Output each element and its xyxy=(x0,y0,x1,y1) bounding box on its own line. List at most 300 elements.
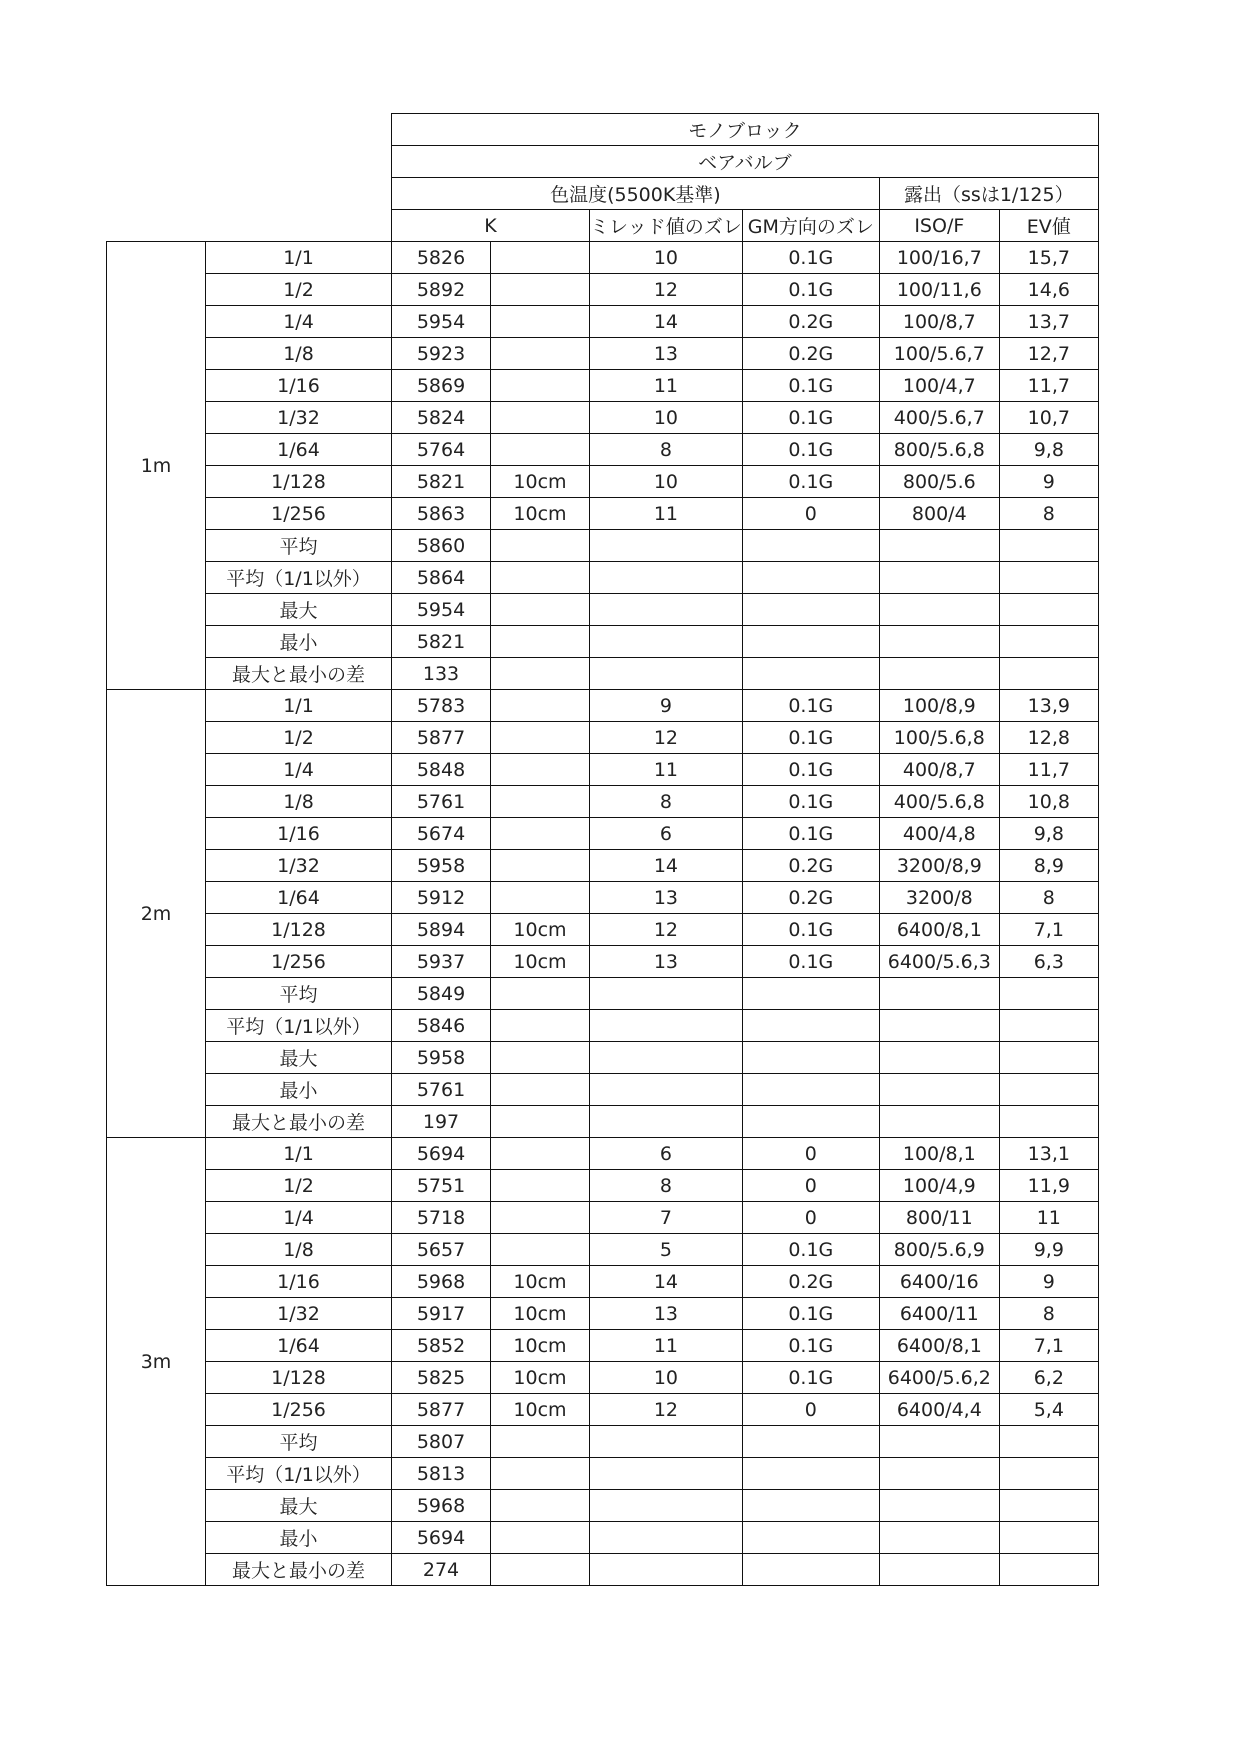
table-subtitle: ベアバルブ xyxy=(392,146,1099,178)
mired-value: 6 xyxy=(590,818,743,850)
k-value: 5764 xyxy=(392,434,491,466)
distance-note xyxy=(491,370,590,402)
iso-f-value: 100/11,6 xyxy=(879,274,999,306)
ev-value: 9,8 xyxy=(999,434,1098,466)
mired-value xyxy=(590,626,743,658)
ev-value: 13,7 xyxy=(999,306,1098,338)
table-row xyxy=(107,626,1099,658)
distance-note xyxy=(491,1106,590,1138)
color-temp-group-header: 色温度(5500K基準) xyxy=(392,178,880,210)
mired-value: 11 xyxy=(590,754,743,786)
distance-note xyxy=(491,274,590,306)
mired-value xyxy=(590,1522,743,1554)
k-value: 5869 xyxy=(392,370,491,402)
table-row xyxy=(107,1490,1099,1522)
iso-f-value: 100/4,7 xyxy=(879,370,999,402)
ev-value: 9,8 xyxy=(999,818,1098,850)
iso-f-value: 100/8,9 xyxy=(879,690,999,722)
distance-group-label: 3m xyxy=(107,1138,206,1586)
row-label: 最大 xyxy=(206,1490,392,1522)
mired-value: 10 xyxy=(590,402,743,434)
ev-value: 8 xyxy=(999,882,1098,914)
row-label: 1/128 xyxy=(206,466,392,498)
iso-f-value xyxy=(879,1458,999,1490)
table-title: モノブロック xyxy=(392,114,1099,146)
row-label: 最大 xyxy=(206,594,392,626)
ev-value xyxy=(999,1490,1098,1522)
table-row xyxy=(107,882,1099,914)
ev-value xyxy=(999,1010,1098,1042)
gm-value: 0.1G xyxy=(742,1298,879,1330)
ev-value: 8,9 xyxy=(999,850,1098,882)
gm-value xyxy=(742,978,879,1010)
ev-value: 6,3 xyxy=(999,946,1098,978)
k-value: 5912 xyxy=(392,882,491,914)
mired-value xyxy=(590,1074,743,1106)
k-value: 5751 xyxy=(392,1170,491,1202)
iso-f-value: 800/5.6,9 xyxy=(879,1234,999,1266)
gm-value xyxy=(742,626,879,658)
measurement-table xyxy=(106,113,1099,1586)
distance-note: 10cm xyxy=(491,1266,590,1298)
distance-note xyxy=(491,786,590,818)
ev-value: 7,1 xyxy=(999,1330,1098,1362)
distance-note xyxy=(491,1010,590,1042)
distance-note xyxy=(491,1138,590,1170)
mired-value xyxy=(590,530,743,562)
k-value: 274 xyxy=(392,1554,491,1586)
table-row xyxy=(107,850,1099,882)
mired-value: 7 xyxy=(590,1202,743,1234)
k-value: 5825 xyxy=(392,1362,491,1394)
k-value: 5937 xyxy=(392,946,491,978)
table-row xyxy=(107,1458,1099,1490)
table-row xyxy=(107,978,1099,1010)
iso-f-value xyxy=(879,1106,999,1138)
row-label: 最大と最小の差 xyxy=(206,658,392,690)
row-label: 平均（1/1以外） xyxy=(206,562,392,594)
iso-f-value: 3200/8,9 xyxy=(879,850,999,882)
gm-value: 0 xyxy=(742,1170,879,1202)
gm-value: 0.1G xyxy=(742,1330,879,1362)
ev-value xyxy=(999,1042,1098,1074)
mired-value: 6 xyxy=(590,1138,743,1170)
gm-value xyxy=(742,562,879,594)
gm-value: 0.1G xyxy=(742,946,879,978)
k-value: 5807 xyxy=(392,1426,491,1458)
mired-value: 13 xyxy=(590,1298,743,1330)
distance-note: 10cm xyxy=(491,498,590,530)
gm-value: 0.1G xyxy=(742,402,879,434)
iso-f-value xyxy=(879,658,999,690)
distance-note xyxy=(491,1074,590,1106)
iso-f-value: 6400/11 xyxy=(879,1298,999,1330)
iso-f-value xyxy=(879,562,999,594)
iso-f-value: 800/4 xyxy=(879,498,999,530)
table-row xyxy=(107,914,1099,946)
ev-value: 9 xyxy=(999,1266,1098,1298)
k-value: 5783 xyxy=(392,690,491,722)
row-label: 1/32 xyxy=(206,850,392,882)
row-label: 平均（1/1以外） xyxy=(206,1458,392,1490)
k-value: 5848 xyxy=(392,754,491,786)
row-label: 1/4 xyxy=(206,1202,392,1234)
k-value: 5761 xyxy=(392,1074,491,1106)
k-value: 5718 xyxy=(392,1202,491,1234)
table-row xyxy=(107,434,1099,466)
k-value: 5954 xyxy=(392,594,491,626)
iso-f-value: 400/4,8 xyxy=(879,818,999,850)
iso-f-value xyxy=(879,594,999,626)
distance-note xyxy=(491,1202,590,1234)
table-row xyxy=(107,402,1099,434)
k-value: 5849 xyxy=(392,978,491,1010)
distance-note xyxy=(491,882,590,914)
ev-value xyxy=(999,1458,1098,1490)
k-value: 5923 xyxy=(392,338,491,370)
mired-value xyxy=(590,1458,743,1490)
gm-value: 0 xyxy=(742,1202,879,1234)
mired-value: 8 xyxy=(590,434,743,466)
iso-f-value: 6400/5.6,3 xyxy=(879,946,999,978)
corner-blank xyxy=(107,178,392,210)
corner-blank xyxy=(107,114,392,146)
col-header-iso: ISO/F xyxy=(879,210,999,242)
ev-value xyxy=(999,978,1098,1010)
table-row xyxy=(107,530,1099,562)
distance-note xyxy=(491,562,590,594)
distance-group-label: 1m xyxy=(107,242,206,690)
table-row xyxy=(107,1202,1099,1234)
k-value: 5894 xyxy=(392,914,491,946)
iso-f-value: 400/5.6,7 xyxy=(879,402,999,434)
mired-value: 14 xyxy=(590,306,743,338)
distance-note xyxy=(491,850,590,882)
iso-f-value xyxy=(879,1074,999,1106)
ev-value xyxy=(999,1106,1098,1138)
k-value: 5657 xyxy=(392,1234,491,1266)
row-label: 平均（1/1以外） xyxy=(206,1010,392,1042)
gm-value xyxy=(742,1010,879,1042)
gm-value: 0 xyxy=(742,1394,879,1426)
distance-note xyxy=(491,818,590,850)
mired-value: 8 xyxy=(590,1170,743,1202)
distance-note xyxy=(491,338,590,370)
mired-value: 10 xyxy=(590,1362,743,1394)
table-row xyxy=(107,754,1099,786)
mired-value: 11 xyxy=(590,1330,743,1362)
gm-value: 0.1G xyxy=(742,786,879,818)
mired-value: 12 xyxy=(590,914,743,946)
row-label: 1/4 xyxy=(206,306,392,338)
table-row xyxy=(107,466,1099,498)
mired-value: 11 xyxy=(590,498,743,530)
row-label: 平均 xyxy=(206,1426,392,1458)
iso-f-value xyxy=(879,626,999,658)
row-label: 1/2 xyxy=(206,274,392,306)
ev-value: 7,1 xyxy=(999,914,1098,946)
distance-note xyxy=(491,1426,590,1458)
ev-value: 10,7 xyxy=(999,402,1098,434)
iso-f-value: 100/8,7 xyxy=(879,306,999,338)
row-label: 最大と最小の差 xyxy=(206,1106,392,1138)
k-value: 5694 xyxy=(392,1522,491,1554)
mired-value: 5 xyxy=(590,1234,743,1266)
table-row xyxy=(107,1426,1099,1458)
corner-blank xyxy=(107,146,392,178)
table-row xyxy=(107,658,1099,690)
k-value: 5860 xyxy=(392,530,491,562)
table-row xyxy=(107,1554,1099,1586)
distance-note xyxy=(491,1458,590,1490)
iso-f-value: 6400/8,1 xyxy=(879,1330,999,1362)
ev-value: 11,9 xyxy=(999,1170,1098,1202)
mired-value xyxy=(590,1554,743,1586)
distance-note xyxy=(491,1554,590,1586)
mired-value: 12 xyxy=(590,1394,743,1426)
ev-value: 6,2 xyxy=(999,1362,1098,1394)
distance-note xyxy=(491,626,590,658)
k-value: 5892 xyxy=(392,274,491,306)
table-row xyxy=(107,1394,1099,1426)
distance-note: 10cm xyxy=(491,1330,590,1362)
gm-value: 0.1G xyxy=(742,722,879,754)
gm-value: 0.1G xyxy=(742,1362,879,1394)
row-label: 最小 xyxy=(206,1522,392,1554)
distance-note xyxy=(491,1490,590,1522)
iso-f-value: 6400/16 xyxy=(879,1266,999,1298)
row-label: 平均 xyxy=(206,530,392,562)
table-row xyxy=(107,1362,1099,1394)
iso-f-value xyxy=(879,1426,999,1458)
gm-value xyxy=(742,594,879,626)
gm-value: 0.1G xyxy=(742,1234,879,1266)
gm-value xyxy=(742,1106,879,1138)
k-value: 5968 xyxy=(392,1266,491,1298)
table-row xyxy=(107,242,1099,274)
row-label: 1/32 xyxy=(206,1298,392,1330)
mired-value: 11 xyxy=(590,370,743,402)
iso-f-value: 800/5.6 xyxy=(879,466,999,498)
k-value: 5954 xyxy=(392,306,491,338)
table-row xyxy=(107,1330,1099,1362)
header-row-groups xyxy=(107,178,1099,210)
mired-value: 12 xyxy=(590,274,743,306)
mired-value: 13 xyxy=(590,882,743,914)
row-label: 最小 xyxy=(206,1074,392,1106)
distance-note: 10cm xyxy=(491,466,590,498)
distance-note xyxy=(491,1234,590,1266)
mired-value xyxy=(590,594,743,626)
exposure-group-header: 露出（ssは1/125） xyxy=(879,178,1098,210)
gm-value xyxy=(742,1554,879,1586)
distance-note: 10cm xyxy=(491,914,590,946)
mired-value xyxy=(590,562,743,594)
k-value: 5863 xyxy=(392,498,491,530)
mired-value: 13 xyxy=(590,946,743,978)
row-label: 最大と最小の差 xyxy=(206,1554,392,1586)
gm-value: 0.1G xyxy=(742,370,879,402)
k-value: 5864 xyxy=(392,562,491,594)
gm-value xyxy=(742,1042,879,1074)
ev-value xyxy=(999,626,1098,658)
table-row xyxy=(107,1266,1099,1298)
mired-value xyxy=(590,1010,743,1042)
k-value: 5877 xyxy=(392,722,491,754)
mired-value: 14 xyxy=(590,850,743,882)
table-row xyxy=(107,1010,1099,1042)
row-label: 1/64 xyxy=(206,882,392,914)
distance-note xyxy=(491,242,590,274)
table-row xyxy=(107,370,1099,402)
ev-value: 11,7 xyxy=(999,754,1098,786)
ev-value xyxy=(999,658,1098,690)
table-row xyxy=(107,498,1099,530)
gm-value: 0.2G xyxy=(742,882,879,914)
header-row-subtitle xyxy=(107,146,1099,178)
ev-value: 8 xyxy=(999,1298,1098,1330)
gm-value xyxy=(742,1074,879,1106)
gm-value: 0.1G xyxy=(742,690,879,722)
iso-f-value xyxy=(879,1042,999,1074)
gm-value: 0.1G xyxy=(742,466,879,498)
distance-note xyxy=(491,1170,590,1202)
iso-f-value xyxy=(879,1522,999,1554)
table-row xyxy=(107,306,1099,338)
table-row xyxy=(107,1074,1099,1106)
row-label: 1/128 xyxy=(206,1362,392,1394)
table-row xyxy=(107,1106,1099,1138)
k-value: 5877 xyxy=(392,1394,491,1426)
mired-value xyxy=(590,1490,743,1522)
iso-f-value xyxy=(879,978,999,1010)
col-header-k: K xyxy=(392,210,590,242)
k-value: 5821 xyxy=(392,466,491,498)
mired-value xyxy=(590,978,743,1010)
ev-value xyxy=(999,1074,1098,1106)
row-label: 1/32 xyxy=(206,402,392,434)
distance-note xyxy=(491,978,590,1010)
mired-value: 13 xyxy=(590,338,743,370)
mired-value xyxy=(590,1426,743,1458)
ev-value: 11,7 xyxy=(999,370,1098,402)
mired-value: 10 xyxy=(590,242,743,274)
row-label: 1/2 xyxy=(206,722,392,754)
row-label: 1/4 xyxy=(206,754,392,786)
row-label: 1/64 xyxy=(206,1330,392,1362)
mired-value: 10 xyxy=(590,466,743,498)
iso-f-value xyxy=(879,1010,999,1042)
row-label: 1/128 xyxy=(206,914,392,946)
iso-f-value: 100/8,1 xyxy=(879,1138,999,1170)
table-row xyxy=(107,594,1099,626)
ev-value xyxy=(999,1426,1098,1458)
gm-value: 0.1G xyxy=(742,274,879,306)
row-label: 1/2 xyxy=(206,1170,392,1202)
ev-value xyxy=(999,594,1098,626)
row-label: 1/1 xyxy=(206,690,392,722)
gm-value: 0.2G xyxy=(742,338,879,370)
iso-f-value xyxy=(879,530,999,562)
mired-value xyxy=(590,658,743,690)
distance-note xyxy=(491,306,590,338)
ev-value: 12,8 xyxy=(999,722,1098,754)
ev-value: 9,9 xyxy=(999,1234,1098,1266)
iso-f-value: 100/5.6,8 xyxy=(879,722,999,754)
gm-value xyxy=(742,1490,879,1522)
k-value: 197 xyxy=(392,1106,491,1138)
k-value: 5821 xyxy=(392,626,491,658)
table-row xyxy=(107,946,1099,978)
ev-value: 11 xyxy=(999,1202,1098,1234)
k-value: 5824 xyxy=(392,402,491,434)
ev-value xyxy=(999,1522,1098,1554)
distance-note xyxy=(491,690,590,722)
row-label: 最大 xyxy=(206,1042,392,1074)
table-row xyxy=(107,562,1099,594)
iso-f-value: 6400/5.6,2 xyxy=(879,1362,999,1394)
k-value: 5846 xyxy=(392,1010,491,1042)
mired-value xyxy=(590,1042,743,1074)
distance-note: 10cm xyxy=(491,1394,590,1426)
gm-value xyxy=(742,530,879,562)
k-value: 5968 xyxy=(392,1490,491,1522)
mired-value: 14 xyxy=(590,1266,743,1298)
distance-note xyxy=(491,754,590,786)
ev-value xyxy=(999,562,1098,594)
row-label: 1/8 xyxy=(206,786,392,818)
gm-value: 0.2G xyxy=(742,1266,879,1298)
row-label: 1/256 xyxy=(206,946,392,978)
gm-value: 0.1G xyxy=(742,242,879,274)
k-value: 133 xyxy=(392,658,491,690)
iso-f-value: 400/8,7 xyxy=(879,754,999,786)
table-row xyxy=(107,1234,1099,1266)
table-row xyxy=(107,690,1099,722)
distance-note: 10cm xyxy=(491,1362,590,1394)
ev-value xyxy=(999,530,1098,562)
table-row xyxy=(107,1138,1099,1170)
gm-value xyxy=(742,1426,879,1458)
row-label: 1/1 xyxy=(206,242,392,274)
gm-value: 0.1G xyxy=(742,818,879,850)
ev-value: 5,4 xyxy=(999,1394,1098,1426)
row-label: 1/8 xyxy=(206,338,392,370)
table-row xyxy=(107,274,1099,306)
header-row-title xyxy=(107,114,1099,146)
corner-blank xyxy=(107,210,392,242)
gm-value: 0.1G xyxy=(742,434,879,466)
iso-f-value: 6400/8,1 xyxy=(879,914,999,946)
ev-value: 14,6 xyxy=(999,274,1098,306)
k-value: 5694 xyxy=(392,1138,491,1170)
distance-note xyxy=(491,594,590,626)
mired-value: 12 xyxy=(590,722,743,754)
iso-f-value xyxy=(879,1554,999,1586)
row-label: 1/256 xyxy=(206,1394,392,1426)
row-label: 1/16 xyxy=(206,818,392,850)
distance-note xyxy=(491,402,590,434)
row-label: 1/256 xyxy=(206,498,392,530)
distance-group-label: 2m xyxy=(107,690,206,1138)
distance-note xyxy=(491,1522,590,1554)
col-header-ev: EV値 xyxy=(999,210,1098,242)
k-value: 5674 xyxy=(392,818,491,850)
table-row xyxy=(107,338,1099,370)
k-value: 5761 xyxy=(392,786,491,818)
distance-note xyxy=(491,434,590,466)
iso-f-value: 6400/4,4 xyxy=(879,1394,999,1426)
